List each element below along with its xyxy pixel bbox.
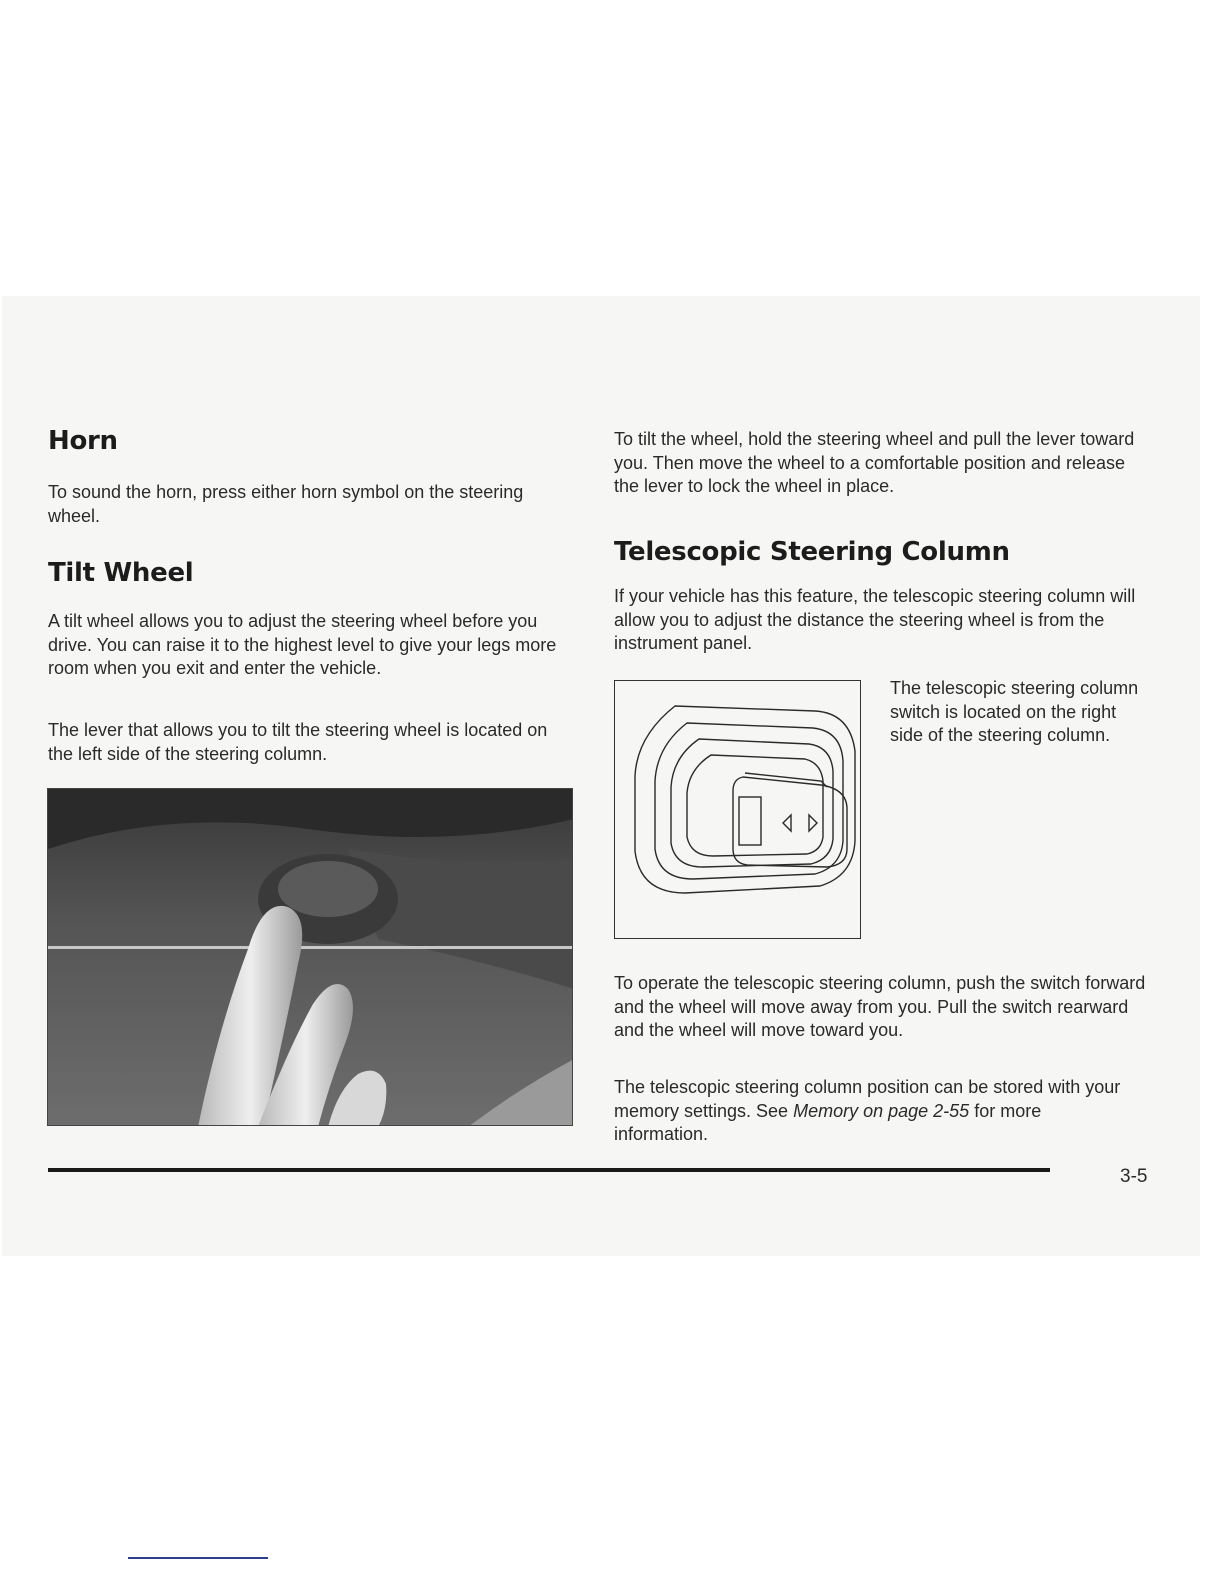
- tilt-lever-text: The lever that allows you to tilt the steering wheel is located on the left side of the steering column.: [48, 720, 548, 764]
- horn-text: To sound the horn, press either horn symbol on the steering wheel.: [48, 482, 524, 526]
- tilt-wheel-heading: Tilt Wheel: [48, 558, 194, 588]
- telescopic-intro-text: If your vehicle has this feature, the telescopic steering column will allow you to adjust the distance the steering wheel is from the instrument panel.: [614, 586, 1136, 653]
- telescopic-heading: Telescopic Steering Column: [614, 537, 1010, 567]
- bottom-divider: [128, 1557, 268, 1559]
- page-number: 3-5: [1120, 1166, 1148, 1187]
- tilt-lever-photo-image: [48, 789, 573, 1126]
- memory-settings-text: [614, 1076, 1139, 1147]
- telescopic-switch-illustration: [614, 680, 861, 939]
- tilt-instructions-text: To tilt the wheel, hold the steering wheel and pull the lever toward you. Then move the wheel to a comfortable position and release the lever to lock the wheel in place.: [614, 429, 1135, 496]
- switch-location-caption: The telescopic steering column switch is located on the right side of the steering column.: [890, 678, 1139, 745]
- tilt-lever-photo: [47, 788, 573, 1126]
- memory-text-start: The telescopic steering column position can be stored with your memory settings. See: [614, 1077, 1121, 1121]
- telescopic-switch-drawing: [615, 681, 859, 937]
- telescopic-operate-text: To operate the telescopic steering column, push the switch forward and the wheel will move away from you. Pull the switch rearward and the wheel will move toward you.: [614, 973, 1146, 1040]
- tilt-wheel-text: A tilt wheel allows you to adjust the steering wheel before you drive. You can raise it to the highest level to give your legs more room when you exit and enter the vehicle.: [48, 611, 557, 678]
- horn-heading: Horn: [48, 426, 118, 456]
- memory-text-end: for more information.: [614, 1100, 1042, 1144]
- footer-rule: [48, 1168, 1050, 1172]
- memory-page-reference[interactable]: Memory on page 2-55: [793, 1100, 970, 1121]
